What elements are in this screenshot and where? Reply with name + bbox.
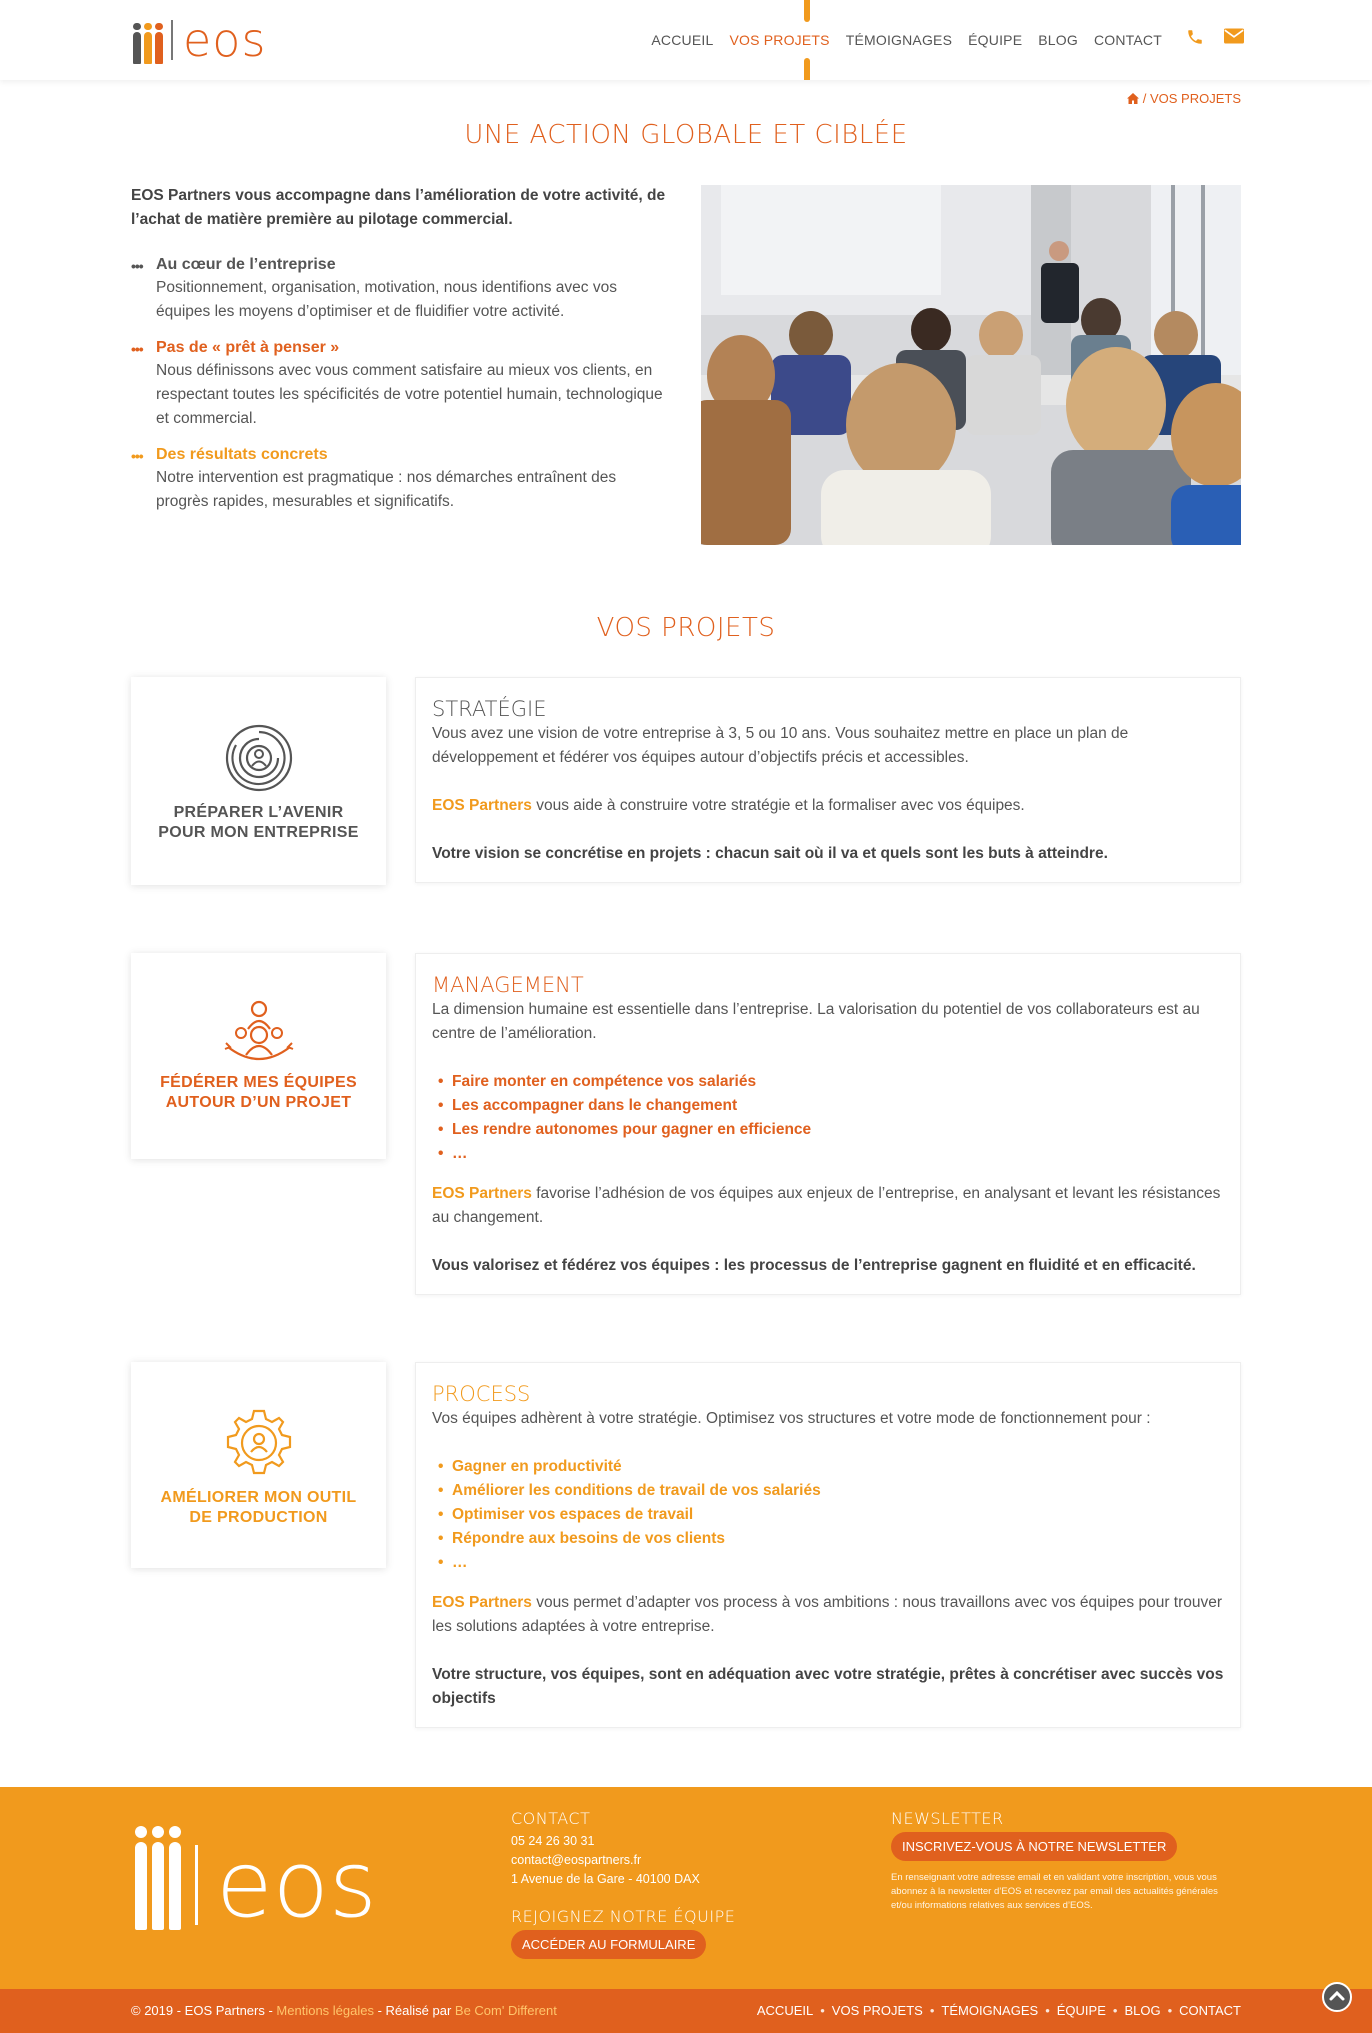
project-conclusion: Votre structure, vos équipes, sont en adéquation avec votre stratégie, prêtes à concrétiser avec succès vos objectifs bbox=[432, 1666, 1224, 1707]
project-body-text: vous aide à construire votre stratégie et la formaliser avec vos équipes. bbox=[531, 797, 1025, 814]
nav-contact[interactable]: CONTACT bbox=[1093, 32, 1162, 48]
project-body bbox=[432, 1591, 1224, 1639]
copyright bbox=[131, 2003, 557, 2018]
tile-label-line1: FÉDÉRER MES ÉQUIPES bbox=[160, 1074, 357, 1091]
list-item: • Répondre aux besoins de vos clients bbox=[438, 1527, 1224, 1551]
list-item: • Optimiser vos espaces de travail bbox=[438, 1503, 1224, 1527]
feature-item bbox=[131, 444, 671, 514]
feature-desc: Positionnement, organisation, motivation, nous identifions avec vos équipes les moyens d’optimiser et de fluidifier votre activité. bbox=[156, 279, 617, 320]
intro-text bbox=[131, 184, 671, 527]
breadcrumb bbox=[1127, 91, 1241, 106]
breadcrumb-separator: / bbox=[1142, 91, 1147, 106]
newsletter-legal-text: En renseignant votre adresse email et en validant votre inscription, vous vous abonnez à la newsletter d’EOS et recevrez par email des actualités générales et/ou informations relatives aux services d’EOS. bbox=[891, 1872, 1218, 1911]
project-panel-process bbox=[415, 1362, 1241, 1728]
footer-newsletter bbox=[891, 1809, 1236, 1913]
seminar-photo bbox=[701, 185, 1241, 545]
back-to-top-button[interactable] bbox=[1322, 1982, 1352, 2012]
footer-nav-accueil[interactable]: ACCUEIL bbox=[756, 2003, 814, 2018]
tile-label-line2: DE PRODUCTION bbox=[189, 1509, 328, 1526]
dots-icon: ••• bbox=[131, 341, 143, 357]
project-conclusion: Votre vision se concrétise en projets : chacun sait où il va et quels sont les buts à atteindre. bbox=[432, 845, 1108, 862]
main-nav bbox=[651, 0, 1162, 80]
project-tile-strategie[interactable] bbox=[131, 677, 386, 885]
footer-newsletter-heading: NEWSLETTER bbox=[891, 1809, 1004, 1828]
feature-title: Des résultats concrets bbox=[156, 446, 328, 463]
breadcrumb-current: VOS PROJETS bbox=[1149, 91, 1241, 106]
footer-nav-separator: • bbox=[929, 2003, 935, 2018]
dots-icon: ••• bbox=[131, 448, 143, 464]
join-form-button[interactable]: ACCÉDER AU FORMULAIRE bbox=[511, 1930, 706, 1959]
target-person-icon bbox=[224, 723, 294, 793]
feature-title: Au cœur de l’entreprise bbox=[156, 256, 336, 273]
footer-address: 1 Avenue de la Gare - 40100 DAX bbox=[511, 1872, 700, 1886]
chevron-up-icon bbox=[1324, 1984, 1350, 2010]
list-item: • … bbox=[438, 1551, 1224, 1575]
nav-blog[interactable]: BLOG bbox=[1038, 32, 1078, 48]
footer-nav-vos-projets[interactable]: VOS PROJETS bbox=[831, 2003, 923, 2018]
brand-name: EOS Partners bbox=[432, 797, 532, 814]
tile-label-line2: AUTOUR D’UN PROJET bbox=[165, 1094, 352, 1111]
site-header bbox=[0, 0, 1372, 80]
project-intro: Vous avez une vision de votre entreprise à 3, 5 ou 10 ans. Vous souhaitez mettre en place un plan de développement et fédérer vos équipes autour d’objectifs précis et accessibles. bbox=[432, 725, 1129, 766]
made-by-text: - Réalisé par bbox=[373, 2003, 455, 2018]
nav-vos-projets[interactable]: VOS PROJETS bbox=[729, 32, 830, 48]
footer-contact bbox=[511, 1809, 735, 1959]
footer-nav-separator: • bbox=[1167, 2003, 1173, 2018]
feature-desc: Notre intervention est pragmatique : nos démarches entraînent des progrès rapides, mesurables et significatifs. bbox=[156, 469, 617, 510]
project-body-text: favorise l’adhésion de vos équipes aux enjeux de l’entreprise, en analysant et levant les résistances au changement. bbox=[432, 1185, 1221, 1226]
footer-logo-separator bbox=[195, 1845, 198, 1925]
logo-separator bbox=[171, 20, 173, 60]
project-body-text: vous permet d’adapter vos process à vos ambitions : nous travaillons avec vos équipes pour trouver les solutions adaptées à votre entreprise. bbox=[432, 1594, 1223, 1635]
intro-lead: EOS Partners vous accompagne dans l’amélioration de votre activité, de l’achat de matière première au pilotage commercial. bbox=[131, 187, 666, 228]
header-icons bbox=[1186, 28, 1244, 48]
project-intro: Vos équipes adhèrent à votre stratégie. Optimisez vos structures et votre mode de fonctionnement pour : bbox=[432, 1410, 1151, 1427]
logo-mark bbox=[133, 16, 163, 64]
projects-title: VOS PROJETS bbox=[596, 613, 776, 643]
feature-item bbox=[131, 254, 671, 324]
nav-temoignages[interactable]: TÉMOIGNAGES bbox=[845, 32, 953, 48]
footer-nav-temoignages[interactable]: TÉMOIGNAGES bbox=[941, 2003, 1039, 2018]
project-panel-management bbox=[415, 953, 1241, 1295]
footer-nav-separator: • bbox=[1045, 2003, 1050, 2018]
home-icon[interactable] bbox=[1127, 91, 1143, 106]
newsletter-subscribe-button[interactable]: INSCRIVEZ-VOUS À NOTRE NEWSLETTER bbox=[891, 1832, 1177, 1861]
active-nav-marker-top bbox=[804, 0, 810, 22]
footer-nav-contact[interactable]: CONTACT bbox=[1179, 2003, 1241, 2018]
envelope-icon[interactable] bbox=[1224, 28, 1244, 48]
footer-nav-separator: • bbox=[820, 2003, 825, 2018]
project-tile-management[interactable] bbox=[131, 953, 386, 1159]
project-body bbox=[432, 794, 1224, 818]
list-item: • Les accompagner dans le changement bbox=[438, 1094, 1224, 1118]
brand-name: EOS Partners bbox=[432, 1185, 532, 1202]
intro-title: UNE ACTION GLOBALE ET CIBLÉE bbox=[464, 120, 908, 150]
legal-link[interactable]: Mentions légales bbox=[276, 2003, 374, 2018]
footer-logo[interactable] bbox=[135, 1831, 377, 1938]
feature-item bbox=[131, 337, 671, 431]
list-item: • Gagner en productivité bbox=[438, 1455, 1224, 1479]
agency-link[interactable]: Be Com' Different bbox=[454, 2003, 557, 2018]
footer-phone[interactable]: 05 24 26 30 31 bbox=[511, 1834, 595, 1848]
project-tile-process[interactable] bbox=[131, 1362, 386, 1568]
list-item: • Faire monter en compétence vos salariés bbox=[438, 1070, 1224, 1094]
footer-contact-heading: CONTACT bbox=[511, 1809, 591, 1828]
footer-nav-equipe[interactable]: ÉQUIPE bbox=[1056, 2003, 1106, 2018]
tile-label-line1: AMÉLIORER MON OUTIL bbox=[160, 1489, 357, 1506]
list-item: • Les rendre autonomes pour gagner en efficience bbox=[438, 1118, 1224, 1142]
footer-logo-mark bbox=[135, 1840, 181, 1930]
nav-equipe[interactable]: ÉQUIPE bbox=[968, 32, 1023, 48]
footer-nav-blog[interactable]: BLOG bbox=[1124, 2003, 1161, 2018]
copyright-text: © 2019 - EOS Partners - bbox=[131, 2003, 277, 2018]
project-body bbox=[432, 1182, 1224, 1230]
dots-icon: ••• bbox=[131, 258, 143, 274]
feature-title: Pas de « prêt à penser » bbox=[156, 339, 340, 356]
brand-name: EOS Partners bbox=[432, 1594, 532, 1611]
gear-person-icon bbox=[224, 1408, 294, 1478]
eos-logo[interactable] bbox=[133, 14, 266, 66]
footer-nav-separator: • bbox=[1112, 2003, 1118, 2018]
logo-word: eos bbox=[183, 13, 267, 67]
footer-email[interactable]: contact@eospartners.fr bbox=[511, 1853, 642, 1867]
footer-nav bbox=[757, 2003, 1241, 2018]
project-conclusion: Vous valorisez et fédérez vos équipes : les processus de l’entreprise gagnent en fluidité et en efficacité. bbox=[432, 1257, 1196, 1274]
feature-desc: Nous définissons avec vous comment satisfaire au mieux vos clients, en respectant toutes les spécificités de votre potentiel humain, technologique et commercial. bbox=[156, 362, 663, 427]
sub-footer bbox=[0, 1989, 1372, 2033]
nav-accueil[interactable]: ACCUEIL bbox=[651, 32, 714, 48]
project-bullets bbox=[438, 1455, 1224, 1575]
footer-join-heading: REJOIGNEZ NOTRE ÉQUIPE bbox=[511, 1907, 736, 1926]
project-heading: STRATÉGIE bbox=[432, 697, 547, 721]
tile-label-line2: POUR MON ENTREPRISE bbox=[158, 824, 359, 841]
footer-logo-word: eos bbox=[216, 1831, 377, 1938]
project-heading: MANAGEMENT bbox=[432, 973, 584, 997]
tile-label-line1: PRÉPARER L’AVENIR bbox=[173, 804, 344, 821]
active-nav-marker-bottom bbox=[804, 58, 810, 80]
list-item: • Améliorer les conditions de travail de vos salariés bbox=[438, 1479, 1224, 1503]
project-intro: La dimension humaine est essentielle dans l’entreprise. La valorisation du potentiel de vos collaborateurs est au centre de l’amélioration. bbox=[432, 1001, 1200, 1042]
project-bullets bbox=[438, 1070, 1224, 1166]
phone-icon[interactable] bbox=[1186, 28, 1206, 48]
site-footer bbox=[0, 1787, 1372, 1989]
project-panel-strategie bbox=[415, 677, 1241, 883]
team-icon bbox=[224, 999, 294, 1063]
list-item: • … bbox=[438, 1142, 1224, 1166]
project-heading: PROCESS bbox=[432, 1382, 531, 1406]
